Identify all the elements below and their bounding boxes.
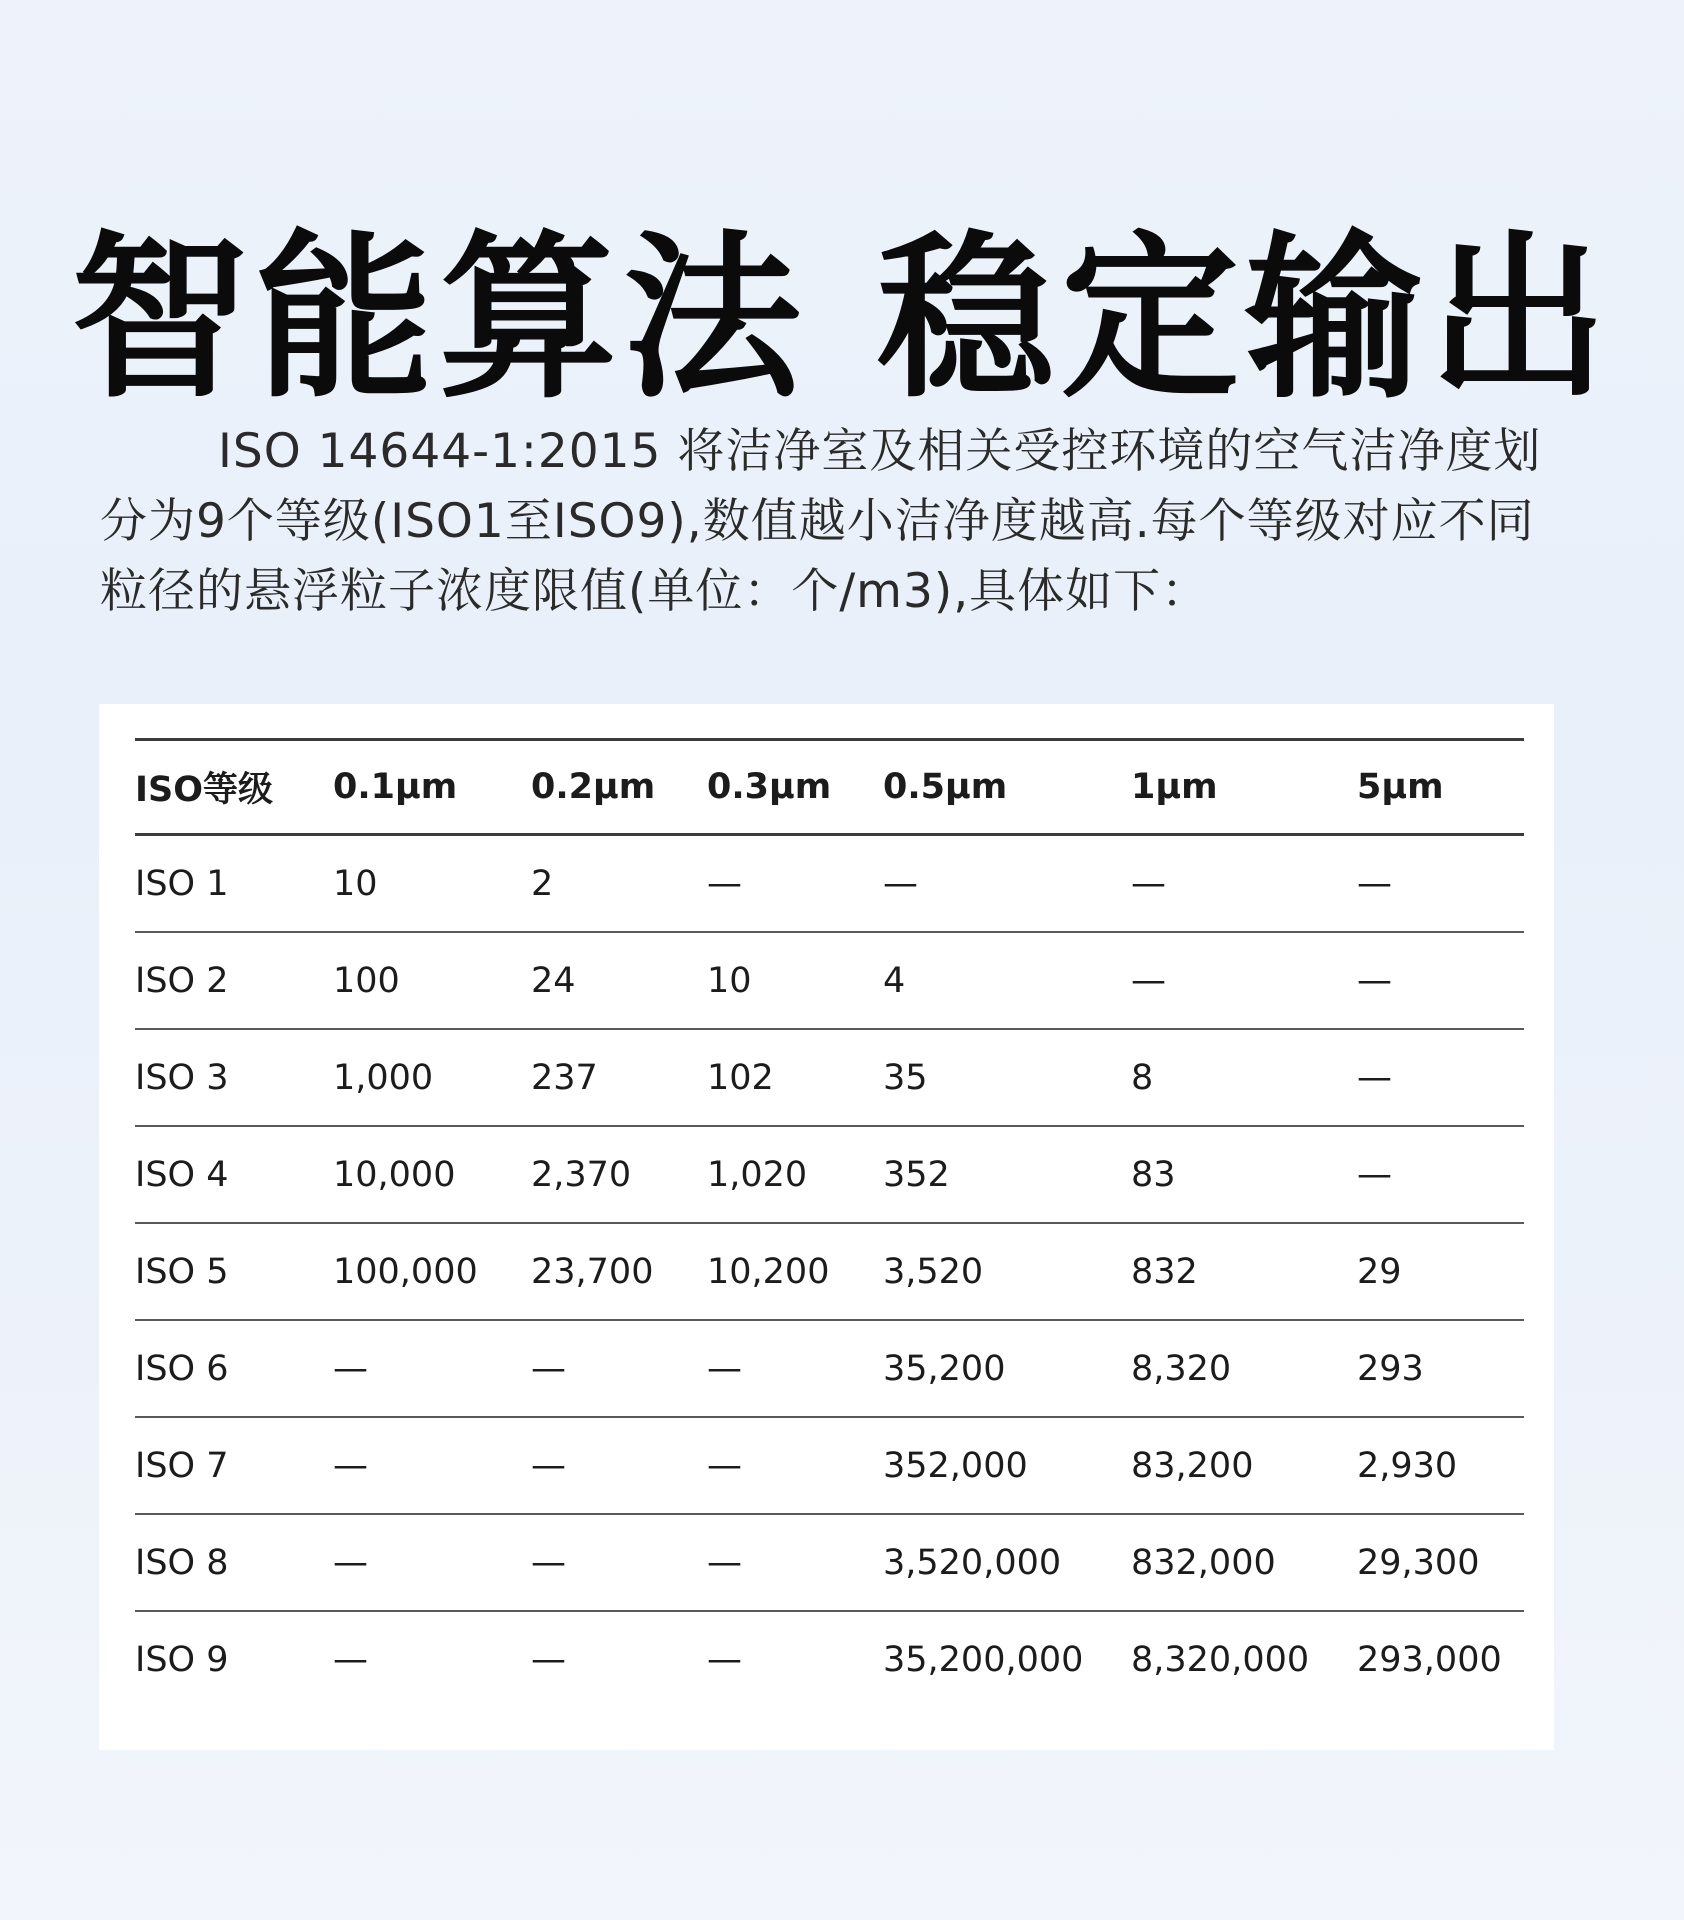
table-cell: 3,520 — [883, 1251, 984, 1292]
table-cell: 23,700 — [531, 1251, 654, 1292]
table-cell: — — [1131, 863, 1166, 904]
iso-class-table-card — [99, 704, 1554, 1750]
table-cell: — — [707, 1542, 742, 1583]
table-cell: 1,020 — [707, 1154, 808, 1195]
table-cell: 832,000 — [1131, 1542, 1276, 1583]
table-cell: — — [531, 1639, 566, 1680]
table-cell: — — [707, 1445, 742, 1486]
table-cell: ISO 8 — [135, 1542, 229, 1583]
header-0-3um: 0.3μm — [707, 767, 832, 807]
table-cell: ISO 7 — [135, 1445, 229, 1486]
table-row — [135, 1223, 1524, 1320]
table-cell: 35,200 — [883, 1348, 1006, 1389]
table-cell: 29 — [1357, 1251, 1402, 1292]
header-0-5um: 0.5μm — [883, 767, 1008, 807]
table-cell: 10 — [333, 863, 378, 904]
table-cell: 2,930 — [1357, 1445, 1458, 1486]
table-cell: 2,370 — [531, 1154, 632, 1195]
table-cell: 352,000 — [883, 1445, 1028, 1486]
header-0-1um: 0.1μm — [333, 767, 458, 807]
table-cell: — — [883, 863, 918, 904]
table-row — [135, 1320, 1524, 1417]
table-cell: 24 — [531, 960, 576, 1001]
table-cell: 10,200 — [707, 1251, 830, 1292]
table-cell: 35,200,000 — [883, 1639, 1084, 1680]
table-cell: 83 — [1131, 1154, 1176, 1195]
table-cell: — — [1357, 863, 1392, 904]
iso-class-table — [135, 738, 1524, 1707]
table-cell: ISO 9 — [135, 1639, 229, 1680]
table-cell: 8,320,000 — [1131, 1639, 1310, 1680]
table-cell: — — [333, 1348, 368, 1389]
table-cell: — — [333, 1542, 368, 1583]
table-cell: — — [707, 1639, 742, 1680]
table-row — [135, 1611, 1524, 1707]
table-row — [135, 932, 1524, 1029]
headline-part-2: 稳定输出 — [877, 215, 1613, 423]
table-cell: 83,200 — [1131, 1445, 1254, 1486]
table-cell: — — [333, 1639, 368, 1680]
header-iso-class: ISO等级 — [135, 770, 273, 810]
table-cell: — — [531, 1445, 566, 1486]
table-cell: — — [707, 863, 742, 904]
table-cell: — — [333, 1445, 368, 1486]
table-cell: — — [531, 1542, 566, 1583]
table-cell: 100,000 — [333, 1251, 478, 1292]
table-row — [135, 1029, 1524, 1126]
intro-paragraph: ISO 14644-1:2015 将洁净室及相关受控环境的空气洁净度划分为9个等级(ISO1至ISO9),数值越小洁净度越高.每个等级对应不同粒径的悬浮粒子浓度限值(单位：个/m3),具体如下： — [100, 424, 1542, 619]
header-0-2um: 0.2μm — [531, 767, 656, 807]
table-cell: ISO 2 — [135, 960, 229, 1001]
table-cell: 35 — [883, 1057, 928, 1098]
table-cell: — — [1357, 960, 1392, 1001]
table-cell: 100 — [333, 960, 400, 1001]
table-cell: 293,000 — [1357, 1639, 1502, 1680]
table-cell: — — [1357, 1057, 1392, 1098]
table-cell: 8 — [1131, 1057, 1154, 1098]
page-headline — [0, 215, 1684, 423]
table-cell: 1,000 — [333, 1057, 434, 1098]
table-cell: 237 — [531, 1057, 598, 1098]
table-cell: 293 — [1357, 1348, 1424, 1389]
table-cell: 29,300 — [1357, 1542, 1480, 1583]
table-cell: 832 — [1131, 1251, 1198, 1292]
table-cell: — — [707, 1348, 742, 1389]
table-cell: 2 — [531, 863, 554, 904]
table-cell: — — [1131, 960, 1166, 1001]
table-cell: 10,000 — [333, 1154, 456, 1195]
table-cell: 3,520,000 — [883, 1542, 1062, 1583]
table-row — [135, 835, 1524, 933]
table-cell: ISO 3 — [135, 1057, 229, 1098]
table-cell: ISO 6 — [135, 1348, 229, 1389]
header-5um: 5μm — [1357, 767, 1444, 807]
table-row — [135, 1514, 1524, 1611]
table-row — [135, 1126, 1524, 1223]
table-cell: 8,320 — [1131, 1348, 1232, 1389]
table-cell: 102 — [707, 1057, 774, 1098]
table-cell: 352 — [883, 1154, 950, 1195]
table-row — [135, 1417, 1524, 1514]
table-cell: 4 — [883, 960, 906, 1001]
table-cell: ISO 4 — [135, 1154, 229, 1195]
table-cell: — — [1357, 1154, 1392, 1195]
table-header-row — [135, 740, 1524, 835]
table-cell: ISO 1 — [135, 863, 229, 904]
headline-part-1: 智能算法 — [71, 215, 807, 423]
table-cell: ISO 5 — [135, 1251, 229, 1292]
table-cell: — — [531, 1348, 566, 1389]
table-cell: 10 — [707, 960, 752, 1001]
header-1um: 1μm — [1131, 767, 1218, 807]
